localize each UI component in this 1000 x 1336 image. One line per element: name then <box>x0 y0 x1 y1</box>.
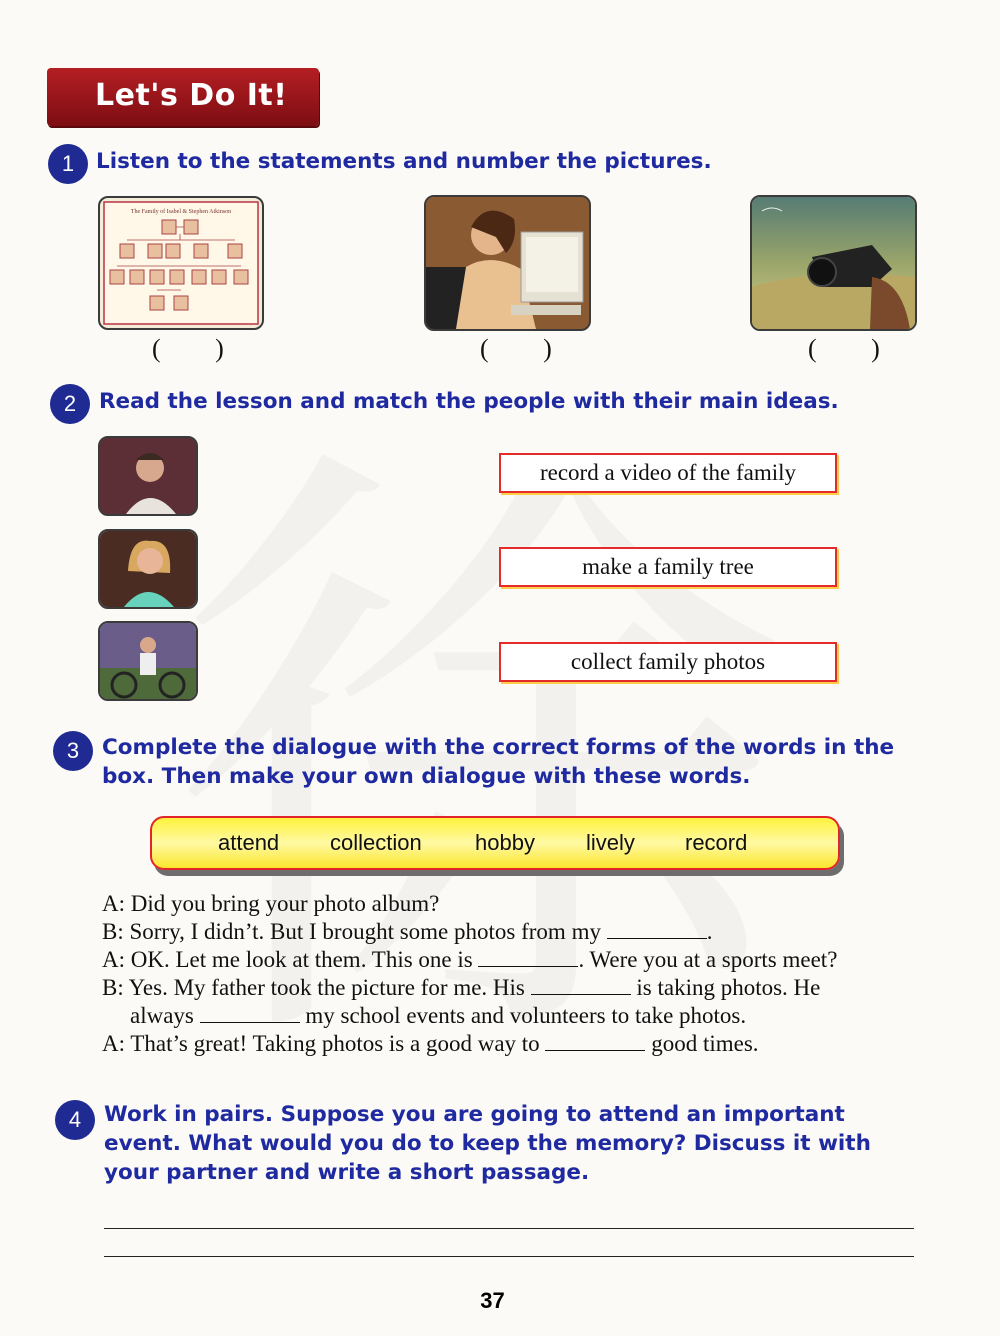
section-4-heading-line3: your partner and write a short passage. <box>104 1160 590 1185</box>
person-photo-woman <box>98 529 198 609</box>
section-banner <box>47 68 319 126</box>
word-box <box>150 816 840 870</box>
idea-box-video: record a video of the family <box>499 453 837 493</box>
person-photo-boy <box>98 436 198 516</box>
cyclist-avatar-icon <box>100 623 196 699</box>
word-hobby: hobby <box>475 830 535 855</box>
section-3-heading-line1: Complete the dialogue with the correct forms of the words in the <box>102 735 895 760</box>
section-number-1: 1 <box>48 144 88 184</box>
dialogue <box>102 890 932 1058</box>
section-2-heading: Read the lesson and match the people with their main ideas. <box>99 389 839 414</box>
section-number-3: 3 <box>53 731 93 771</box>
section-4-heading-line1: Work in pairs. Suppose you are going to attend an important <box>104 1102 845 1127</box>
section-1-heading: Listen to the statements and number the pictures. <box>96 149 712 174</box>
idea-box-photos: collect family photos <box>499 642 837 682</box>
banner-title: Let's Do It! <box>95 78 288 113</box>
video-camera-picture <box>750 195 917 331</box>
section-number-4: 4 <box>55 1100 95 1140</box>
video-camera-icon <box>752 197 915 329</box>
dialogue-line-3: A: OK. Let me look at them. This one is . Were you at a sports meet? <box>102 947 838 972</box>
page-number: 37 <box>480 1288 505 1313</box>
dialogue-line-5: always my school events and volunteers to take photos. <box>130 1003 747 1028</box>
blank-1[interactable] <box>607 920 707 939</box>
dialogue-line-4: B: Yes. My father took the picture for me. His is taking photos. He <box>102 975 821 1000</box>
dialogue-line-6: A: That’s great! Taking photos is a good way to good times. <box>102 1031 759 1056</box>
dialogue-line-1: A: Did you bring your photo album? <box>102 891 440 916</box>
word-collection: collection <box>330 830 422 855</box>
word-attend: attend <box>218 830 280 855</box>
answer-parentheses-2: ( ) <box>480 334 576 363</box>
section-number-2: 2 <box>50 384 90 424</box>
family-tree-icon <box>100 198 262 328</box>
word-lively: lively <box>586 830 635 855</box>
boy-avatar-icon <box>100 438 196 514</box>
family-tree-picture <box>98 196 264 330</box>
dialogue-line-2: B: Sorry, I didn’t. But I brought some photos from my . <box>102 919 713 944</box>
blank-4[interactable] <box>200 1004 300 1023</box>
section-4-heading-line2: event. What would you do to keep the memory? Discuss it with <box>104 1131 871 1156</box>
word-record: record <box>685 830 748 855</box>
family-tree-caption: The Family of Isabel & Stephen Atkinson <box>130 209 232 215</box>
blank-5[interactable] <box>545 1032 645 1051</box>
woman-avatar-icon <box>100 531 196 607</box>
blank-3[interactable] <box>531 976 631 995</box>
writing-line-1[interactable] <box>104 1228 914 1229</box>
person-photo-cyclist <box>98 621 198 701</box>
answer-parentheses-1: ( ) <box>152 334 248 363</box>
section-3-heading-line2: box. Then make your own dialogue with these words. <box>102 764 751 789</box>
answer-parentheses-3: ( ) <box>808 334 904 363</box>
writing-line-2[interactable] <box>104 1256 914 1257</box>
girl-computer-picture <box>424 195 591 331</box>
girl-computer-icon <box>426 197 589 329</box>
idea-box-family-tree: make a family tree <box>499 547 837 587</box>
blank-2[interactable] <box>478 948 578 967</box>
